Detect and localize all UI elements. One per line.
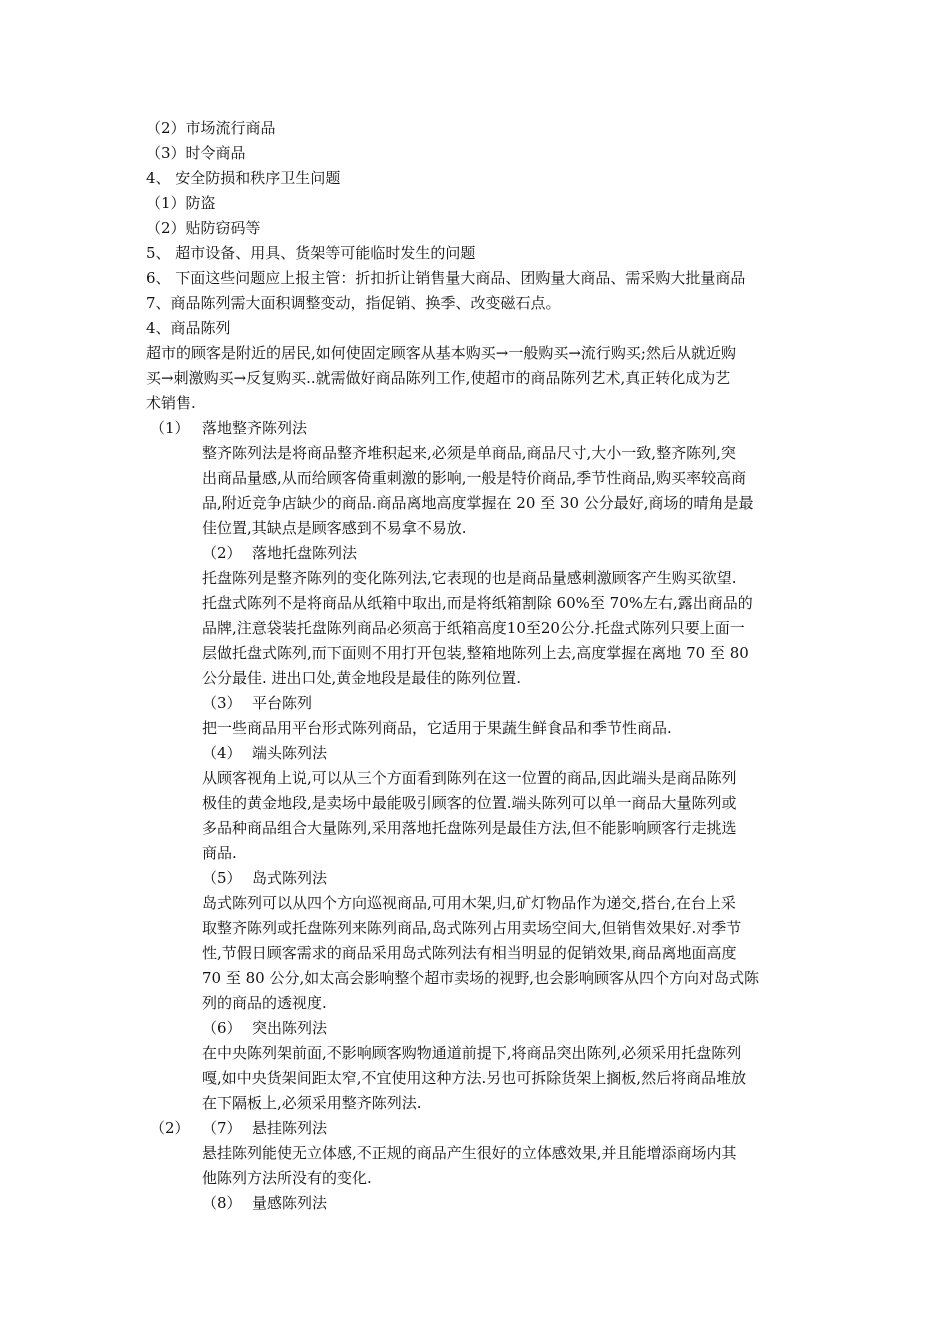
- method-body-line: 商品.: [202, 844, 237, 862]
- method-body-line: 70 至 80 公分,如太高会影响整个超市卖场的视野,也会影响顾客从四个方向对岛式陈: [202, 969, 760, 987]
- method-number: （3）: [202, 694, 242, 712]
- method-title: 端头陈列法: [252, 744, 328, 762]
- text-line: （2）贴防窃码等: [146, 219, 261, 237]
- method-number: （8）: [202, 1194, 242, 1212]
- method-title: 落地整齐陈列法: [202, 419, 308, 437]
- method-body-line: 取整齐陈列或托盘陈列来陈列商品,岛式陈列占用卖场空间大,但销售效果好.对季节: [202, 919, 742, 937]
- text-line: （2）市场流行商品: [146, 119, 276, 137]
- text-line: 5、 超市设备、用具、货架等可能临时发生的问题: [146, 244, 476, 262]
- method-title: 突出陈列法: [252, 1019, 328, 1037]
- method-body-line: 性,节假日顾客需求的商品采用岛式陈列法有相当明显的促销效果,商品离地面高度: [202, 944, 737, 962]
- method-body-line: 层做托盘式陈列,而下面则不用打开包装,整箱地陈列上去,高度掌握在离地 70 至 80: [202, 644, 749, 662]
- outer-number: （2）: [150, 1119, 190, 1137]
- method-number: （6）: [202, 1019, 242, 1037]
- method-title: 量感陈列法: [252, 1194, 328, 1212]
- method-title: 平台陈列: [252, 694, 313, 712]
- text-line: 6、 下面这些问题应上报主管：折扣折让销售量大商品、团购量大商品、需采购大批量商品: [146, 269, 746, 287]
- method-body-line: 佳位置,其缺点是顾客感到不易拿不易放.: [202, 519, 467, 537]
- method-body-line: 他陈列方法所没有的变化.: [202, 1169, 372, 1187]
- method-number: （2）: [202, 544, 242, 562]
- method-body-line: 多品种商品组合大量陈列,采用落地托盘陈列是最佳方法,但不能影响顾客行走挑选: [202, 819, 737, 837]
- method-body-line: 岛式陈列可以从四个方向巡视商品,可用木架,归,矿灯物品作为递交,搭台,在台上采: [202, 894, 736, 912]
- method-number: （7）: [202, 1119, 242, 1137]
- section-heading: 4、商品陈列: [146, 319, 231, 337]
- method-title: 悬挂陈列法: [252, 1119, 328, 1137]
- method-body-line: 在中央陈列架前面,不影响顾客购物通道前提下,将商品突出陈列,必须采用托盘陈列: [202, 1044, 742, 1062]
- method-body-line: 整齐陈列法是将商品整齐堆积起来,必须是单商品,商品尺寸,大小一致,整齐陈列,突: [202, 444, 736, 462]
- text-line: （3）时令商品: [146, 144, 246, 162]
- method-body-line: 列的商品的透视度.: [202, 994, 327, 1012]
- text-line: （1）防盗: [146, 194, 216, 212]
- method-body-line: 嘎,如中央货架间距太窄,不宜使用这种方法.另也可拆除货架上搁板,然后将商品堆放: [202, 1069, 747, 1087]
- method-body-line: 品,附近竞争店缺少的商品.商品离地高度掌握在 20 至 30 公分最好,商场的晴角是最: [202, 494, 754, 512]
- method-title: 落地托盘陈列法: [252, 544, 358, 562]
- method-body-line: 托盘陈列是整齐陈列的变化陈列法,它表现的也是商品量感刺激顾客产生购买欲望.: [202, 569, 737, 587]
- text-line: 7、商品陈列需大面积调整变动，指促销、换季、改变磁石点。: [146, 294, 561, 312]
- paragraph-line: 术销售.: [146, 394, 196, 412]
- method-body-line: 在下隔板上,必须采用整齐陈列法.: [202, 1094, 422, 1112]
- method-body-line: 从顾客视角上说,可以从三个方面看到陈列在这一位置的商品,因此端头是商品陈列: [202, 769, 737, 787]
- method-body-line: 出商品量感,从而给顾客倚重刺激的影响,一般是特价商品,季节性商品,购买率较高商: [202, 469, 747, 487]
- text-line: 4、 安全防损和秩序卫生问题: [146, 169, 341, 187]
- method-body-line: 托盘式陈列不是将商品从纸箱中取出,而是将纸箱割除 60%至 70%左右,露出商品的: [202, 594, 753, 612]
- method-number: （5）: [202, 869, 242, 887]
- outer-number: （1）: [150, 419, 190, 437]
- method-title: 岛式陈列法: [252, 869, 328, 887]
- paragraph-line: 买→刺激购买→反复购买..就需做好商品陈列工作,使超市的商品陈列艺术,真正转化成为艺: [146, 369, 731, 387]
- method-number: （4）: [202, 744, 242, 762]
- method-body-line: 公分最佳. 进出口处,黄金地段是最佳的陈列位置.: [202, 669, 522, 687]
- method-body-line: 极佳的黄金地段,是卖场中最能吸引顾客的位置.端头陈列可以单一商品大量陈列或: [202, 794, 737, 812]
- method-body-line: 悬挂陈列能使无立体感,不正规的商品产生很好的立体感效果,并且能增添商场内其: [202, 1144, 737, 1162]
- paragraph-line: 超市的顾客是附近的居民,如何使固定顾客从基本购买→一般购买→流行购买;然后从就近购: [146, 344, 736, 362]
- method-body-line: 把一些商品用平台形式陈列商品，它适用于果蔬生鲜食品和季节性商品.: [202, 719, 672, 737]
- method-body-line: 品牌,注意袋装托盘陈列商品必须高于纸箱高度10至20公分.托盘式陈列只要上面一: [202, 619, 745, 637]
